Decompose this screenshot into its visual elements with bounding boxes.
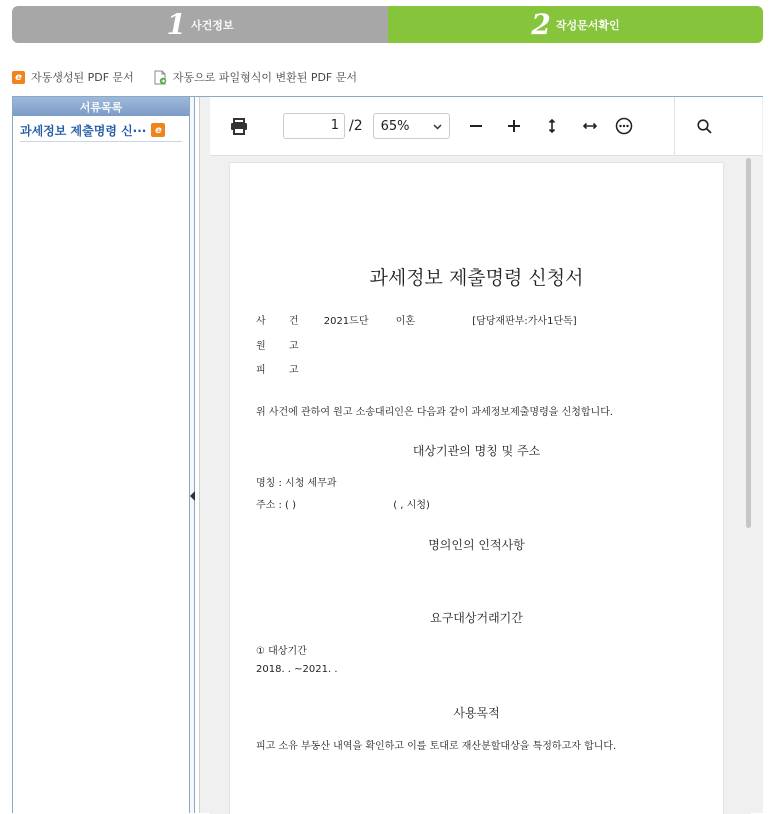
search-icon[interactable]: [693, 119, 717, 134]
agency-address-right: ( , 시청): [393, 500, 430, 511]
pdf-page: [230, 163, 723, 814]
document-list-item[interactable]: [20, 119, 182, 142]
purpose-text: 피고 소유 부동산 내역을 확인하고 이를 토대로 재산분할대상을 특정하고자 합니다.: [256, 741, 617, 752]
page-number-input[interactable]: 1: [283, 113, 345, 139]
zoom-select[interactable]: [373, 113, 450, 139]
agency-name: 명칭 : 시청 세무과: [256, 478, 337, 489]
step-number: 1: [166, 7, 186, 41]
zoom-value: 65%: [380, 118, 410, 134]
period-value: 2018. . ~2021. .: [256, 664, 338, 675]
agency-address-row: [256, 496, 430, 511]
chevron-down-icon: [433, 119, 442, 134]
toolbar-divider: [674, 97, 675, 155]
defendant-row: [256, 361, 299, 376]
case-type: 이혼: [395, 316, 416, 327]
print-icon[interactable]: [222, 118, 256, 135]
defendant-label-1: 피: [256, 365, 266, 376]
case-label-2: 건: [288, 316, 299, 327]
zoom-in-icon[interactable]: [502, 119, 526, 133]
step-label: 작성문서확인: [555, 18, 620, 32]
section-purpose-heading: 사용목적: [453, 706, 500, 720]
defendant-label-2: 고: [288, 365, 299, 376]
sidebar-title: 서류목록: [13, 97, 189, 116]
icon-legend: [12, 68, 357, 86]
section-period-heading: 요구대상거래기간: [430, 611, 523, 625]
doc-title: 과세정보 제출명령 신청서: [369, 267, 584, 289]
auto-pdf-icon: e: [151, 123, 165, 137]
case-dept: [담당재판부:가사1단독]: [472, 316, 577, 327]
document-list-sidebar: [13, 97, 189, 813]
step-case-info: [12, 6, 388, 43]
legend-auto-generated: 자동생성된 PDF 문서: [31, 71, 134, 84]
document-list-item-label[interactable]: 과세정보 제출명령 신···: [20, 123, 147, 138]
section-person-heading: 명의인의 인적사항: [428, 538, 525, 552]
case-label-1: 사: [256, 316, 266, 327]
pdf-viewer: [199, 97, 763, 813]
case-number: 2021드단: [323, 316, 369, 327]
plaintiff-row: [256, 337, 299, 352]
page-total: /2: [349, 118, 363, 134]
more-options-icon[interactable]: [612, 117, 636, 135]
zoom-out-icon[interactable]: [464, 119, 488, 133]
plaintiff-label-2: 고: [288, 341, 299, 352]
collapse-arrow-icon[interactable]: [190, 491, 195, 501]
sidebar-splitter[interactable]: [189, 97, 195, 813]
period-label: ① 대상기간: [256, 646, 307, 657]
step-number: 2: [531, 7, 551, 41]
step-label: 사건정보: [190, 18, 234, 32]
doc-intro: 위 사건에 관하여 원고 소송대리인은 다음과 같이 과세정보제출명령을 신청합니다.: [256, 407, 614, 418]
document-frame: [12, 96, 763, 813]
agency-address-left: 주소 : ( ): [256, 500, 297, 511]
step-document-check: [388, 6, 763, 43]
vertical-scrollbar[interactable]: [746, 158, 751, 528]
fit-width-icon[interactable]: [578, 121, 602, 131]
section-agency-heading: 대상기관의 명칭 및 주소: [412, 444, 541, 458]
fit-height-icon[interactable]: [540, 119, 564, 133]
converted-pdf-icon: [154, 70, 167, 85]
plaintiff-label-1: 원: [256, 341, 266, 352]
legend-converted: 자동으로 파일형식이 변환된 PDF 문서: [172, 71, 357, 84]
case-row: [256, 312, 577, 327]
pdf-toolbar: [210, 97, 762, 156]
step-progress-bar: [12, 6, 763, 43]
auto-pdf-icon: e: [12, 71, 25, 84]
pdf-page-area[interactable]: [210, 156, 751, 814]
